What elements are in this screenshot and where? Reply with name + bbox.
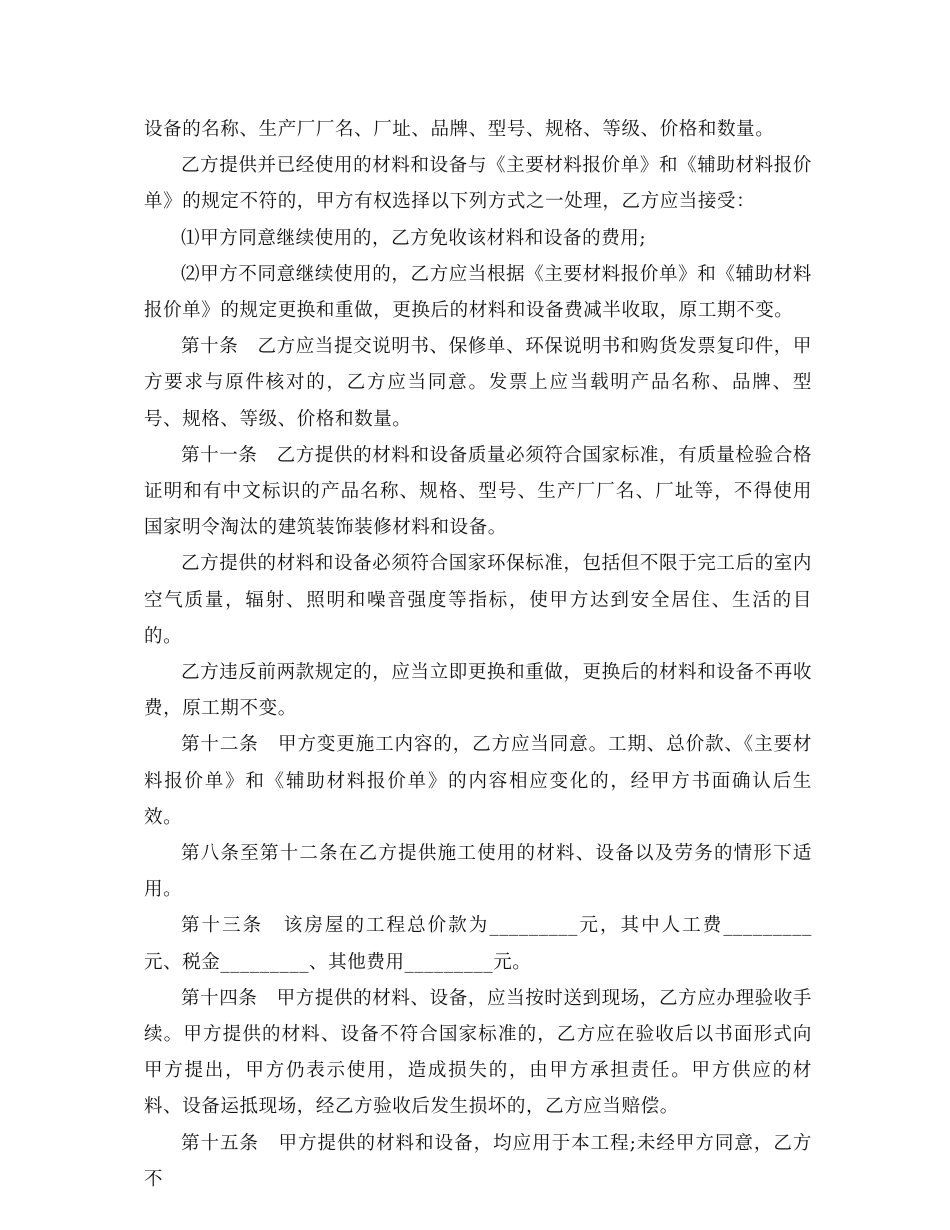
paragraph-7: 乙方提供的材料和设备必须符合国家环保标准，包括但不限于完工后的室内空气质量，辐射、照明和噪音强度等指标，使甲方达到安全居住、生活的目的。 <box>144 553 812 647</box>
paragraph-3: ⑴甲方同意继续使用的，乙方免收该材料和设备的费用; <box>181 227 647 249</box>
paragraph-2: 乙方提供并已经使用的材料和设备与《主要材料报价单》和《辅助材料报价单》的规定不符的，甲方有权选择以下列方式之一处理，乙方应当接受： <box>144 155 812 213</box>
paragraph-1: 设备的名称、生产厂厂名、厂址、品牌、型号、规格、等级、价格和数量。 <box>144 119 775 140</box>
paragraph-8: 乙方违反前两款规定的，应当立即更换和重做，更换后的材料和设备不再收费，原工期不变。 <box>144 662 812 720</box>
paragraph-article-14: 第十四条 甲方提供的材料、设备，应当按时送到现场，乙方应办理验收手续。甲方提供的材料、设备不符合国家标准的，乙方应在验收后以书面形式向甲方提出，甲方仍表示使用，造成损失的，由甲方承担责任。甲方供应的材料、设备运抵现场，经乙方验收后发生损坏的，乙方应当赔偿。 <box>144 987 812 1118</box>
paragraph-4: ⑵甲方不同意继续使用的，乙方应当根据《主要材料报价单》和《辅助材料报价单》的规定更换和重做，更换后的材料和设备费减半收取，原工期不变。 <box>144 263 812 322</box>
paragraph-10: 第八条至第十二条在乙方提供施工使用的材料、设备以及劳务的情形下适用。 <box>144 843 812 901</box>
paragraph-article-15: 第十五条 甲方提供的材料和设备，均应用于本工程;未经甲方同意，乙方不 <box>144 1132 812 1190</box>
document-body <box>144 112 812 1198</box>
paragraph-article-13: 第十三条 该房屋的工程总价款为_________元，其中人工费_________元、税金_________、其他费用_________元。 <box>144 915 812 973</box>
paragraph-article-12: 第十二条 甲方变更施工内容的，乙方应当同意。工期、总价款、《主要材料报价单》和《辅助材料报价单》的内容相应变化的，经甲方书面确认后生效。 <box>144 734 812 828</box>
paragraph-article-11: 第十一条 乙方提供的材料和设备质量必须符合国家标准，有质量检验合格证明和有中文标识的产品名称、规格、型号、生产厂厂名、厂址等，不得使用国家明令淘汰的建筑装饰装修材料和设备。 <box>144 444 812 539</box>
paragraph-article-10: 第十条 乙方应当提交说明书、保修单、环保说明书和购货发票复印件，甲方要求与原件核对的，乙方应当同意。发票上应当载明产品名称、品牌、型号、规格、等级、价格和数量。 <box>144 336 812 430</box>
